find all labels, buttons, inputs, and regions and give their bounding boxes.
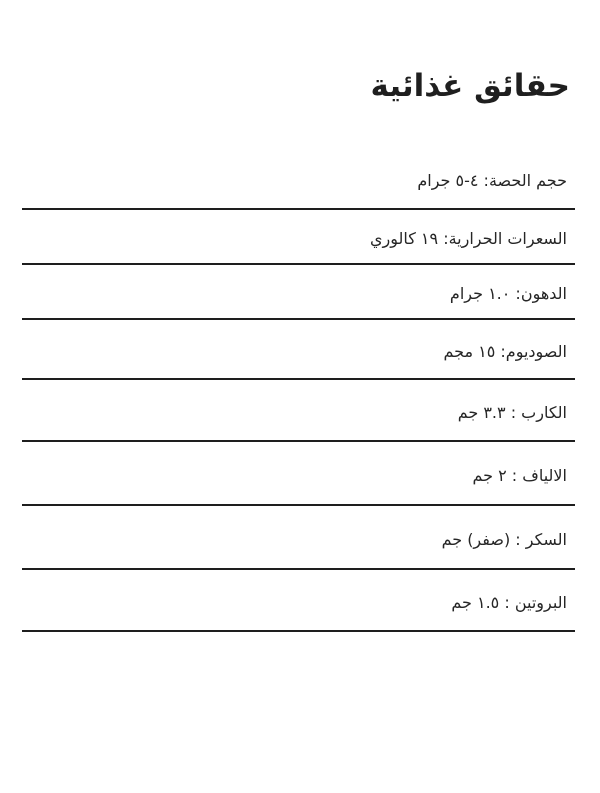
fact-sodium: الصوديوم: ١٥ مجم bbox=[443, 341, 567, 361]
fact-row-fiber bbox=[22, 442, 575, 506]
fact-serving-size: حجم الحصة: ٤-٥ جرام bbox=[417, 170, 567, 190]
fact-row-sodium bbox=[22, 320, 575, 380]
fact-calories: السعرات الحرارية: ١٩ كالوري bbox=[369, 229, 567, 248]
fact-sugar: السكر : (صفر) جم bbox=[441, 529, 567, 549]
page-title: حقائق غذائية bbox=[370, 68, 570, 104]
fact-row-carbs bbox=[22, 380, 575, 442]
fact-carbs: الكارب : ٣.٣ جم bbox=[457, 402, 567, 422]
fact-fat: الدهون: ١.٠ جرام bbox=[449, 284, 567, 303]
fact-fiber: الالياف : ٢ جم bbox=[472, 465, 567, 485]
fact-row-protein bbox=[22, 570, 575, 632]
fact-protein: البروتين : ١.٥ جم bbox=[451, 592, 567, 612]
fact-row-serving-size bbox=[22, 148, 575, 210]
fact-row-calories bbox=[22, 210, 575, 265]
fact-row-fat bbox=[22, 265, 575, 320]
nutrition-facts-list bbox=[22, 148, 575, 632]
fact-row-sugar bbox=[22, 506, 575, 570]
